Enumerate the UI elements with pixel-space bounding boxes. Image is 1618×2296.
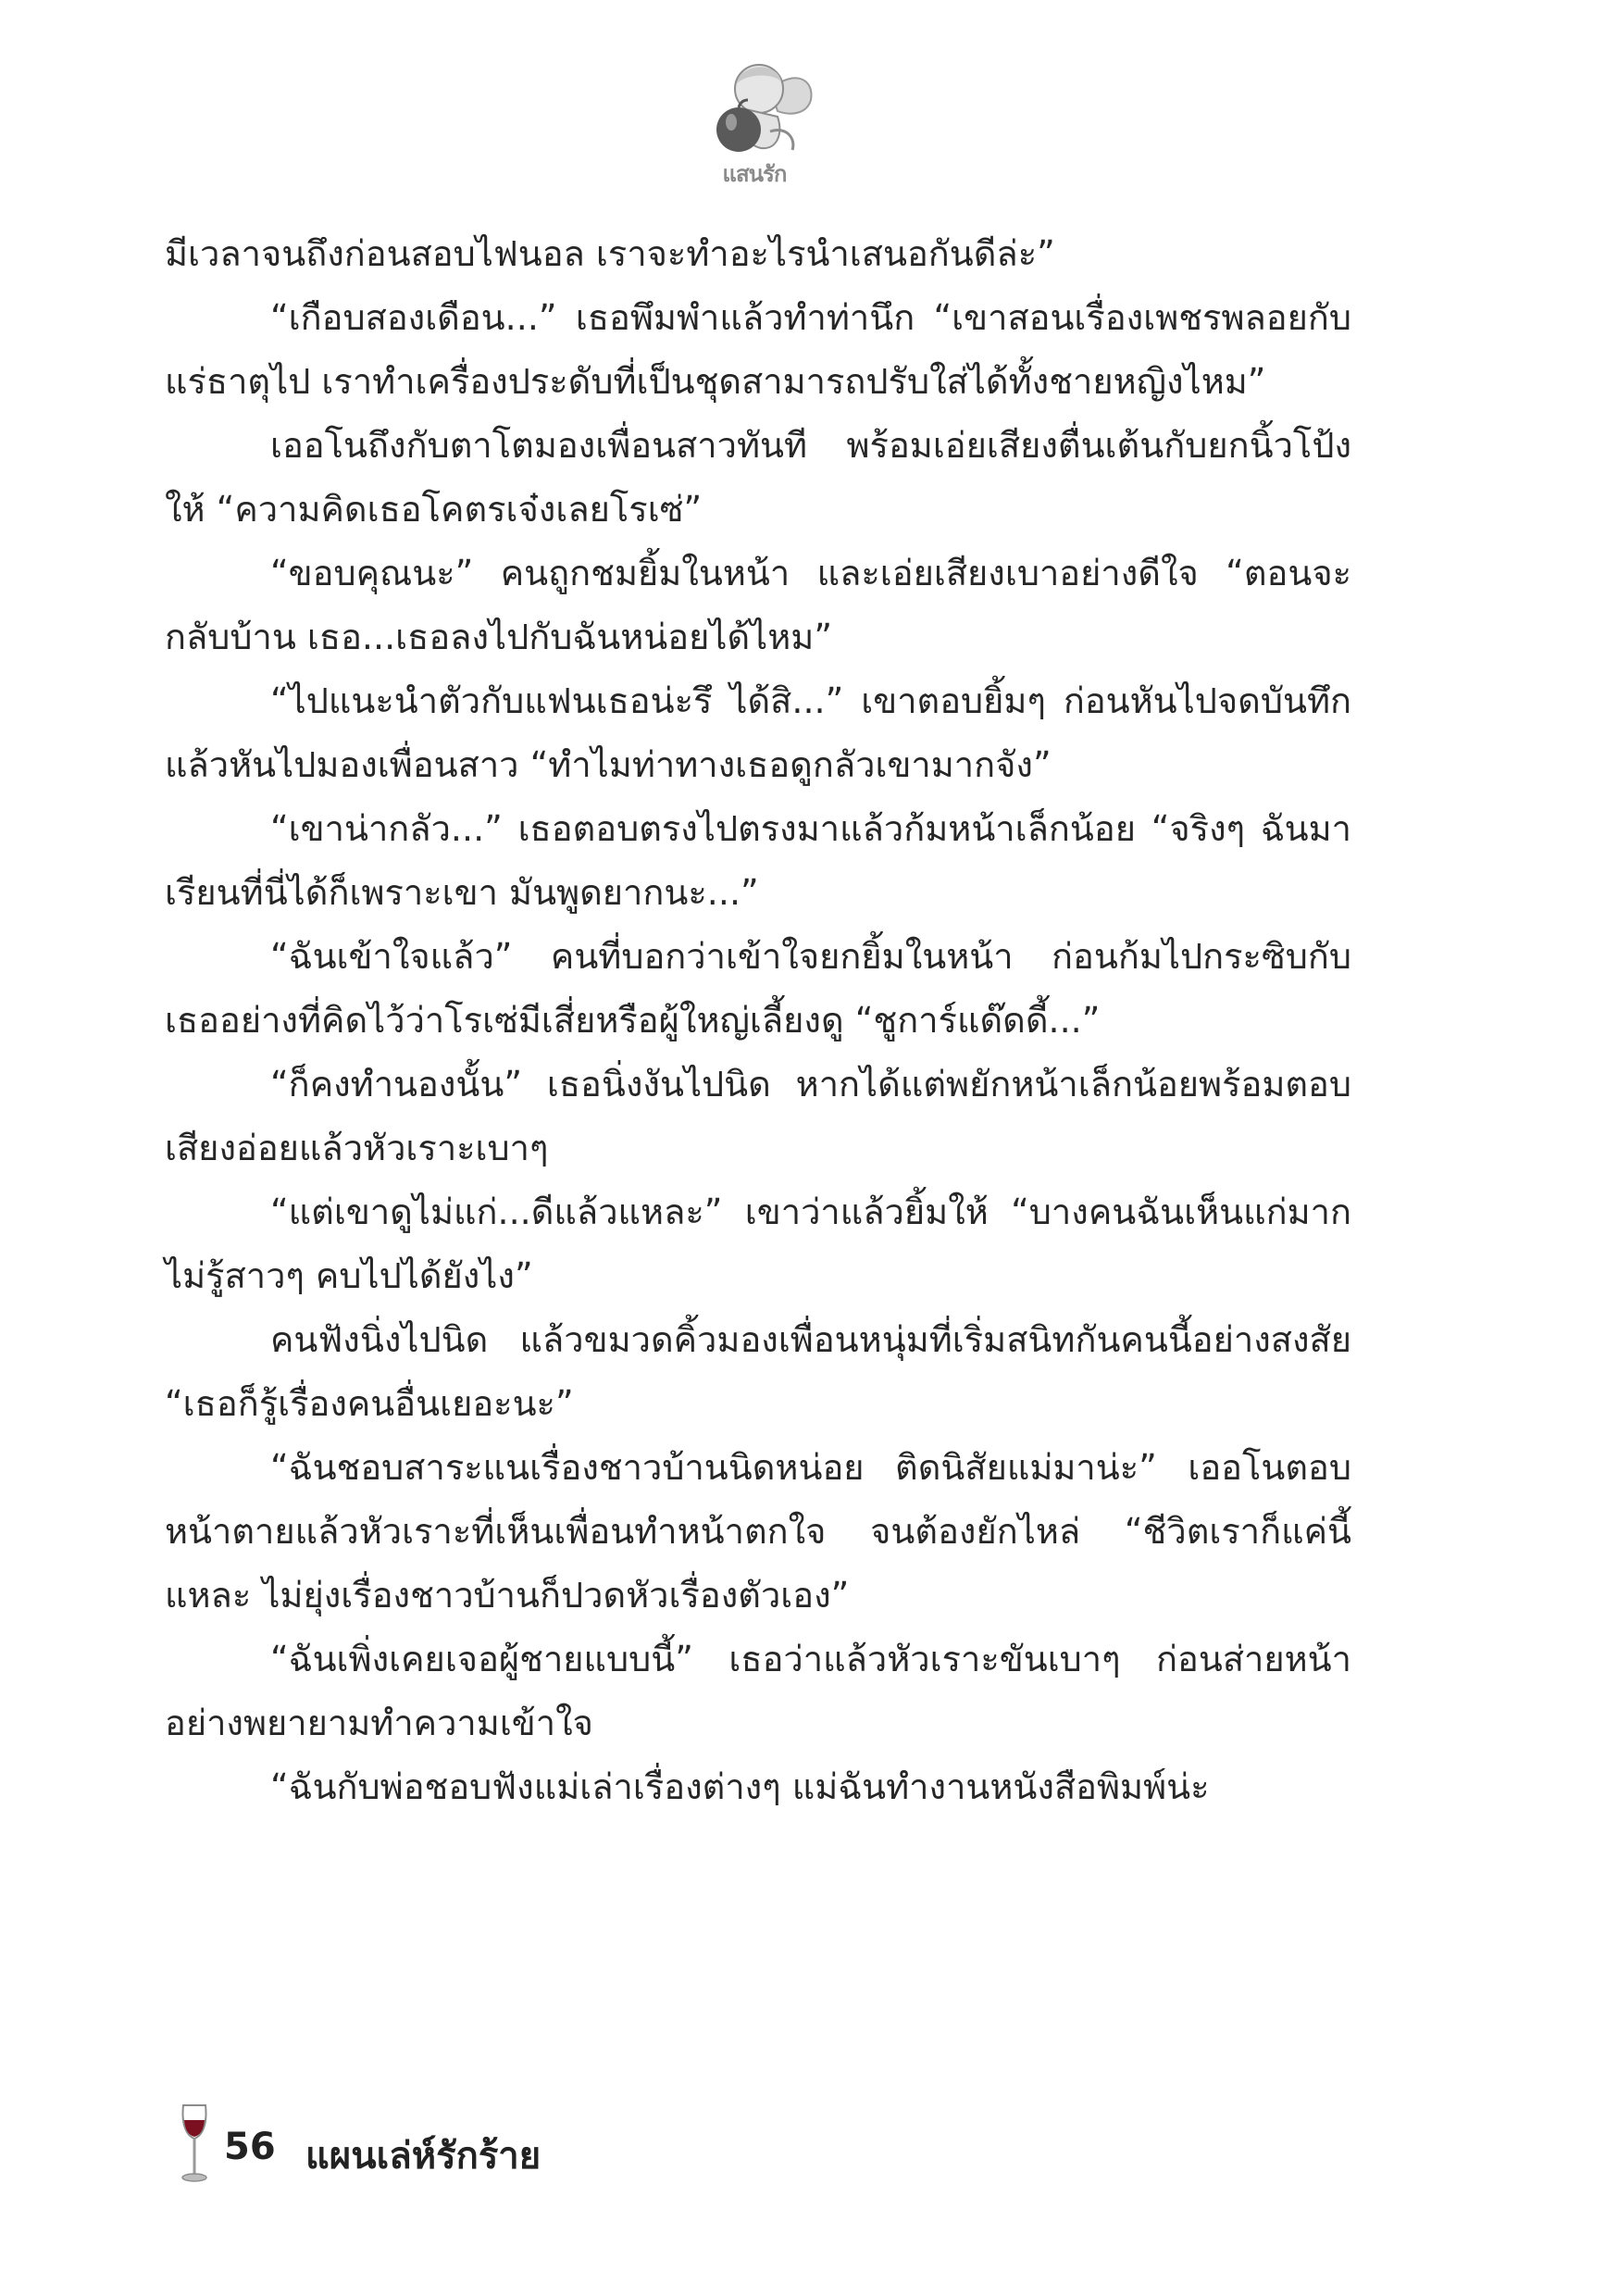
paragraph: มีเวลาจนถึงก่อนสอบไฟนอล เราจะทำอะไรนำเสนอกันดีล่ะ” (165, 233, 1055, 274)
paragraph: เออโนถึงกับตาโตมองเพื่อนสาวทันที พร้อมเอ่ยเสียงตื่นเต้นกับยกนิ้วโป้งให้ “ความคิดเธอโคตรเจ๋งเลยโรเซ่” (165, 425, 1351, 530)
paragraph: “เขาน่ากลัว...” เธอตอบตรงไปตรงมาแล้วก้มหน้าเล็กน้อย “จริงๆ ฉันมาเรียนที่นี่ได้ก็เพราะเขา มันพูดยากนะ...” (165, 808, 1351, 913)
publisher-logo (685, 52, 824, 191)
page-footer (176, 2102, 916, 2185)
paragraph: “ฉันเข้าใจแล้ว” คนที่บอกว่าเข้าใจยกยิ้มในหน้า ก่อนก้มไปกระซิบกับเธออย่างที่คิดไว้ว่าโรเซ่มีเสี่ยหรือผู้ใหญ่เลี้ยงดู “ชูการ์แด๊ดดี้...” (165, 936, 1351, 1041)
paragraph: “ไปแนะนำตัวกับแฟนเธอน่ะรึ ได้สิ...” เขาตอบยิ้มๆ ก่อนหันไปจดบันทึก แล้วหันไปมองเพื่อนสาว “ทำไมท่าทางเธอดูกลัวเขามากจัง” (165, 680, 1351, 785)
paragraph: “เกือบสองเดือน...” เธอพึมพำแล้วทำท่านึก “เขาสอนเรื่องเพชรพลอยกับแร่ธาตุไป เราทำเครื่องประดับที่เป็นชุดสามารถปรับใส่ได้ทั้งชายหญิงไหม” (165, 297, 1351, 402)
page-number: 56 (224, 2126, 276, 2168)
logo-text: แสนรัก (722, 161, 787, 187)
book-title: แผนเล่ห์รักร้าย (305, 2135, 541, 2177)
paragraph: “ก็คงทำนองนั้น” เธอนิ่งงันไปนิด หากได้แต่พยักหน้าเล็กน้อยพร้อมตอบเสียงอ่อยแล้วหัวเราะเบาๆ (165, 1064, 1351, 1168)
paragraph: “ขอบคุณนะ” คนถูกชมยิ้มในหน้า และเอ่ยเสียงเบาอย่างดีใจ “ตอนจะกลับบ้าน เธอ...เธอลงไปกับฉันหน่อยได้ไหม” (165, 553, 1351, 657)
paragraph: “แต่เขาดูไม่แก่...ดีแล้วแหละ” เขาว่าแล้วยิ้มให้ “บางคนฉันเห็นแก่มาก ไม่รู้สาวๆ คบไปได้ยังไง” (165, 1192, 1351, 1296)
body-text (165, 222, 1351, 1819)
paragraph: คนฟังนิ่งไปนิด แล้วขมวดคิ้วมองเพื่อนหนุ่มที่เริ่มสนิทกันคนนี้อย่างสงสัย “เธอก็รู้เรื่องคนอื่นเยอะนะ” (165, 1319, 1351, 1424)
wine-glass-icon (176, 2102, 213, 2185)
paragraph: “ฉันชอบสาระแนเรื่องชาวบ้านนิดหน่อย ติดนิสัยแม่มาน่ะ” เออโนตอบหน้าตายแล้วหัวเราะที่เห็นเพื่อนทำหน้าตกใจ จนต้องยักไหล่ “ชีวิตเราก็แค่นี้แหละ ไม่ยุ่งเรื่องชาวบ้านก็ปวดหัวเรื่องตัวเอง” (165, 1447, 1351, 1616)
paragraph: “ฉันกับพ่อชอบฟังแม่เล่าเรื่องต่างๆ แม่ฉันทำงานหนังสือพิมพ์น่ะ (270, 1766, 1210, 1807)
paragraph: “ฉันเพิ่งเคยเจอผู้ชายแบบนี้” เธอว่าแล้วหัวเราะขันเบาๆ ก่อนส่ายหน้าอย่างพยายามทำความเข้าใจ (165, 1639, 1351, 1743)
